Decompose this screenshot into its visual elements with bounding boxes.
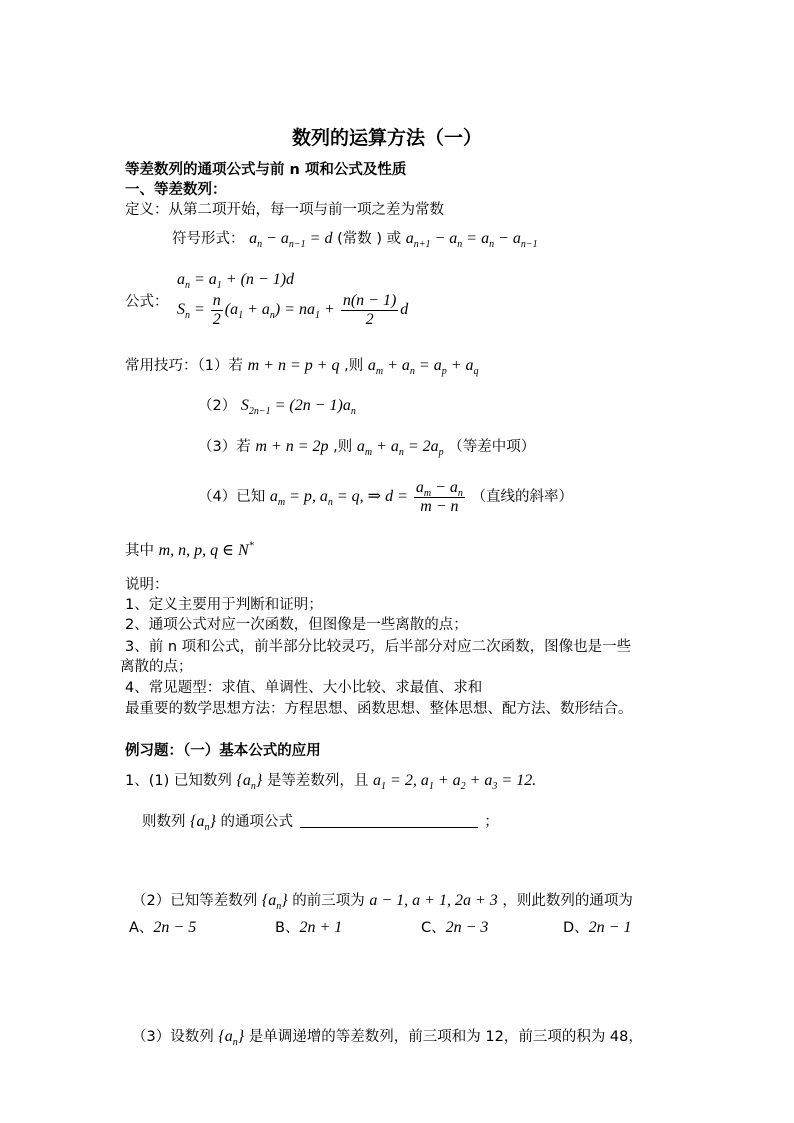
tip-2-label: （2）	[198, 398, 237, 414]
option-a[interactable]	[129, 918, 196, 938]
option-label: C、	[421, 920, 446, 936]
option-d[interactable]	[563, 918, 631, 938]
math-expr: m, n, p, q ∈ N*	[158, 540, 254, 559]
tips-label: 常用技巧：（1）若	[125, 358, 243, 374]
definition-text: 定义：从第二项开始，每一项与前一项之差为常数	[125, 202, 444, 218]
question-1-mid: 是等差数列，且	[266, 773, 369, 789]
document-subtitle: 等差数列的通项公式与前 n 项和公式及性质	[125, 162, 407, 178]
tip-3-label: （3）若	[198, 439, 251, 455]
option-expr: 2n + 1	[299, 919, 343, 936]
math-expr: $a_m + a_n = a_p + a_q$	[367, 357, 479, 378]
option-b[interactable]	[275, 918, 342, 938]
note-item: 离散的点；	[120, 659, 193, 675]
option-expr: 2n − 1	[588, 919, 632, 936]
question-3	[132, 1027, 643, 1047]
note-item: 4、常见题型：求值、单调性、大小比较、求最值、求和	[125, 680, 483, 696]
question-2-mid: 的前三项为	[292, 893, 365, 909]
math-expr: $\{a_n\}$	[261, 892, 288, 913]
tip-then: ,则	[344, 358, 364, 374]
symbol-form-label: 符号形式：	[172, 231, 245, 247]
tip-2	[198, 396, 356, 416]
option-expr: 2n − 5	[153, 919, 197, 936]
question-3-prefix: （3）设数列	[132, 1029, 214, 1045]
section-heading: 一、等差数列：	[125, 182, 227, 198]
tip-4	[198, 476, 573, 518]
answer-blank[interactable]	[300, 813, 478, 828]
where-label: 其中	[125, 543, 154, 559]
tip-3-note: （等差中项）	[448, 439, 536, 455]
math-expr: $\{a_n\}$	[236, 772, 263, 793]
option-expr: 2n − 3	[445, 919, 489, 936]
examples-heading: 例习题：（一）基本公式的应用	[125, 743, 321, 759]
math-expr: $\{a_n\}$	[218, 1028, 245, 1049]
note-item: 3、前 n 项和公式，前半部分比较灵巧，后半部分对应二次函数，图像也是一些	[125, 639, 632, 655]
note-item: 2、通项公式对应一次函数，但图像是一些离散的点；	[125, 617, 468, 633]
math-expr: $a_m + a_n = 2a_p$	[356, 438, 444, 459]
document-title: 数列的运算方法（一）	[292, 127, 483, 149]
note-item: 最重要的数学思想方法：方程思想、函数思想、整体思想、配方法、数形结合。	[125, 701, 633, 717]
question-1	[125, 771, 536, 791]
question-1-end: ；	[484, 814, 499, 830]
question-1-ask-suffix: 的通项公式	[220, 814, 294, 830]
notes-label: 说明：	[125, 577, 169, 593]
tip-then: ,则	[333, 439, 353, 455]
where-line	[125, 541, 254, 561]
note-item: 1、定义主要用于判断和证明；	[125, 597, 323, 613]
option-c[interactable]	[421, 918, 488, 938]
tip-4-label: （4）已知	[198, 489, 266, 505]
formula-label: 公式：	[125, 294, 169, 310]
math-expr: m + n = p + q	[247, 357, 340, 374]
math-expr: $a_{n+1} - a_n = a_n - a_{n-1}$	[405, 230, 538, 251]
question-2-suffix: ，则此数列的通项为	[502, 893, 633, 909]
option-label: A、	[129, 920, 154, 936]
math-expr: m + n = 2p	[255, 438, 329, 455]
math-expr: $S_{2n-1} = (2n - 1)a_n$	[240, 397, 356, 418]
math-expr: $\{a_n\}$	[190, 813, 216, 834]
math-expr: $a_1 = 2$, $a_1 + a_2 + a_3 = 12$.	[373, 772, 537, 793]
sum-formula: $S_n$ = $\frac{n}{2}$ $(a_1 + a_n) = na_1$ + $\frac{n(n - 1)}{2}$ d	[177, 291, 409, 328]
tip-1	[125, 356, 479, 376]
symbol-form-line	[172, 229, 538, 249]
question-1-ask	[142, 812, 499, 832]
option-label: B、	[275, 920, 300, 936]
symbol-form-const: (常数 ) 或	[337, 231, 402, 247]
question-1-prefix: 1、(1) 已知数列	[125, 773, 232, 789]
math-expr: $a_n - a_{n-1} = d$	[249, 230, 333, 251]
question-2-prefix: （2）已知等差数列	[132, 893, 258, 909]
math-expr: $a_m = p$, $a_n = q$, ⇒ d = $\frac{a_m - a_n}{m - n}$	[269, 478, 463, 515]
math-expr: a − 1, a + 1, 2a + 3	[369, 892, 498, 909]
tip-3	[198, 437, 535, 457]
question-2	[132, 891, 633, 911]
option-label: D、	[563, 920, 589, 936]
tip-4-note: （直线的斜率）	[471, 489, 574, 505]
question-3-suffix: 是单调递增的等差数列，前三项和为 12，前三项的积为 48，	[248, 1029, 643, 1045]
general-term-formula: $a_n = a_1 + (n - 1)d$	[177, 271, 295, 292]
question-1-ask-prefix: 则数列	[142, 814, 186, 830]
